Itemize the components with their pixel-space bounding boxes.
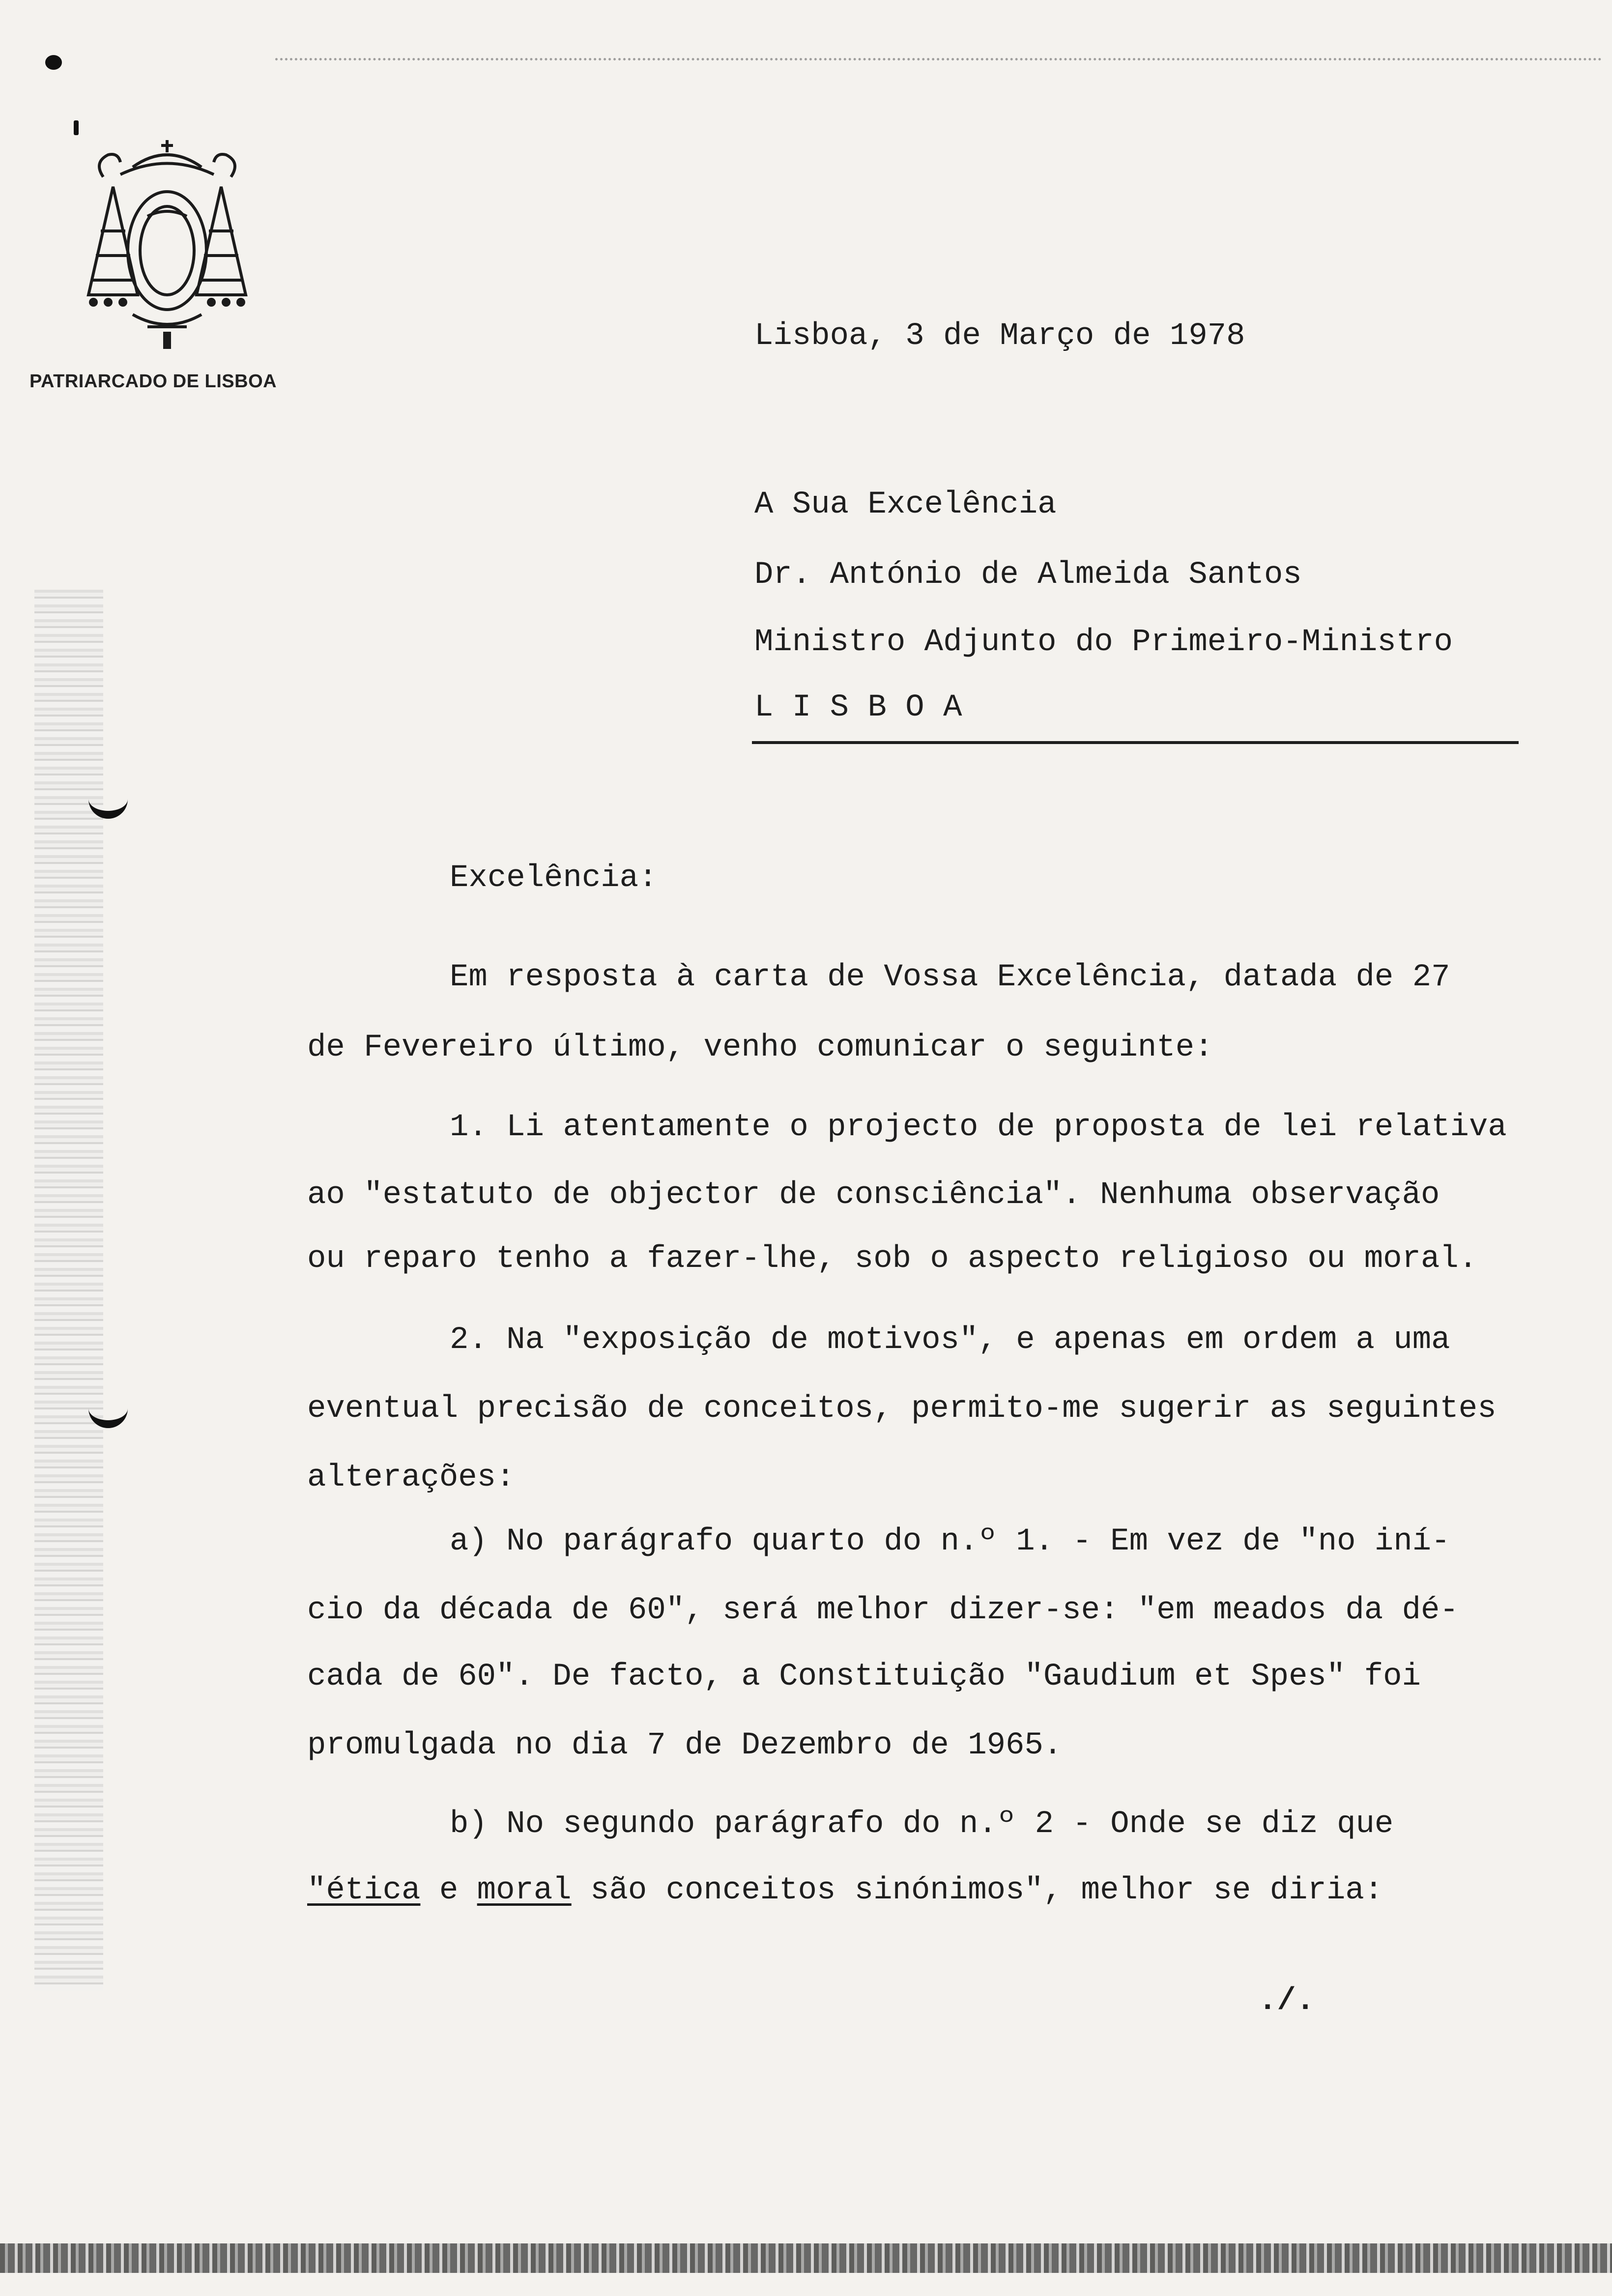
underlined-term: "ética (307, 1873, 421, 1908)
body-line: 1. Li atentamente o projecto de proposta de lei relativa (450, 1110, 1507, 1145)
body-fragment: são conceitos sinónimos", melhor se diria: (571, 1873, 1383, 1908)
body-fragment: e (420, 1873, 477, 1908)
body-line: de Fevereiro último, venho comunicar o seguinte: (307, 1030, 1213, 1065)
recipient-underline (752, 741, 1519, 744)
scan-dot (45, 55, 62, 70)
recipient-line-4: L I S B O A (754, 690, 962, 725)
scan-bracket-mark (88, 1366, 128, 1428)
recipient-line-1: A Sua Excelência (754, 487, 1057, 522)
underlined-term: moral (477, 1873, 572, 1908)
letterhead-label: PATRIARCADO DE LISBOA (29, 371, 277, 392)
body-line: cada de 60". De facto, a Constituição "Gaudium et Spes" foi (307, 1659, 1421, 1694)
body-line: b) No segundo parágrafo do n.º 2 - Onde se diz que (450, 1807, 1394, 1842)
body-line: alterações: (307, 1460, 515, 1495)
body-line: 2. Na "exposição de motivos", e apenas em ordem a uma (450, 1322, 1450, 1358)
scan-bracket-mark (88, 757, 128, 819)
scan-bottom-band (0, 2243, 1612, 2273)
body-line: promulgada no dia 7 de Dezembro de 1965. (307, 1728, 1063, 1763)
body-line: Em resposta à carta de Vossa Excelência, datada de 27 (450, 960, 1450, 995)
body-line: eventual precisão de conceitos, permito-me sugerir as seguintes (307, 1391, 1497, 1427)
body-line: a) No parágrafo quarto do n.º 1. - Em vez de "no iní- (450, 1524, 1450, 1559)
scan-dotted-line (275, 58, 1602, 60)
date-line: Lisboa, 3 de Março de 1978 (754, 318, 1245, 354)
body-line: cio da década de 60", será melhor dizer-se: "em meados da dé- (307, 1593, 1459, 1628)
continuation-mark: ./. (1258, 1983, 1315, 2019)
coat-of-arms-icon (74, 133, 260, 359)
body-line: ao "estatuto de objector de consciência". Nenhuma observação (307, 1177, 1440, 1213)
recipient-line-2: Dr. António de Almeida Santos (754, 557, 1302, 593)
body-line: ou reparo tenho a fazer-lhe, sob o aspecto religioso ou moral. (307, 1241, 1478, 1277)
body-line (307, 1875, 1383, 1906)
recipient-line-3: Ministro Adjunto do Primeiro-Ministro (754, 625, 1453, 660)
salutation: Excelência: (450, 861, 658, 896)
